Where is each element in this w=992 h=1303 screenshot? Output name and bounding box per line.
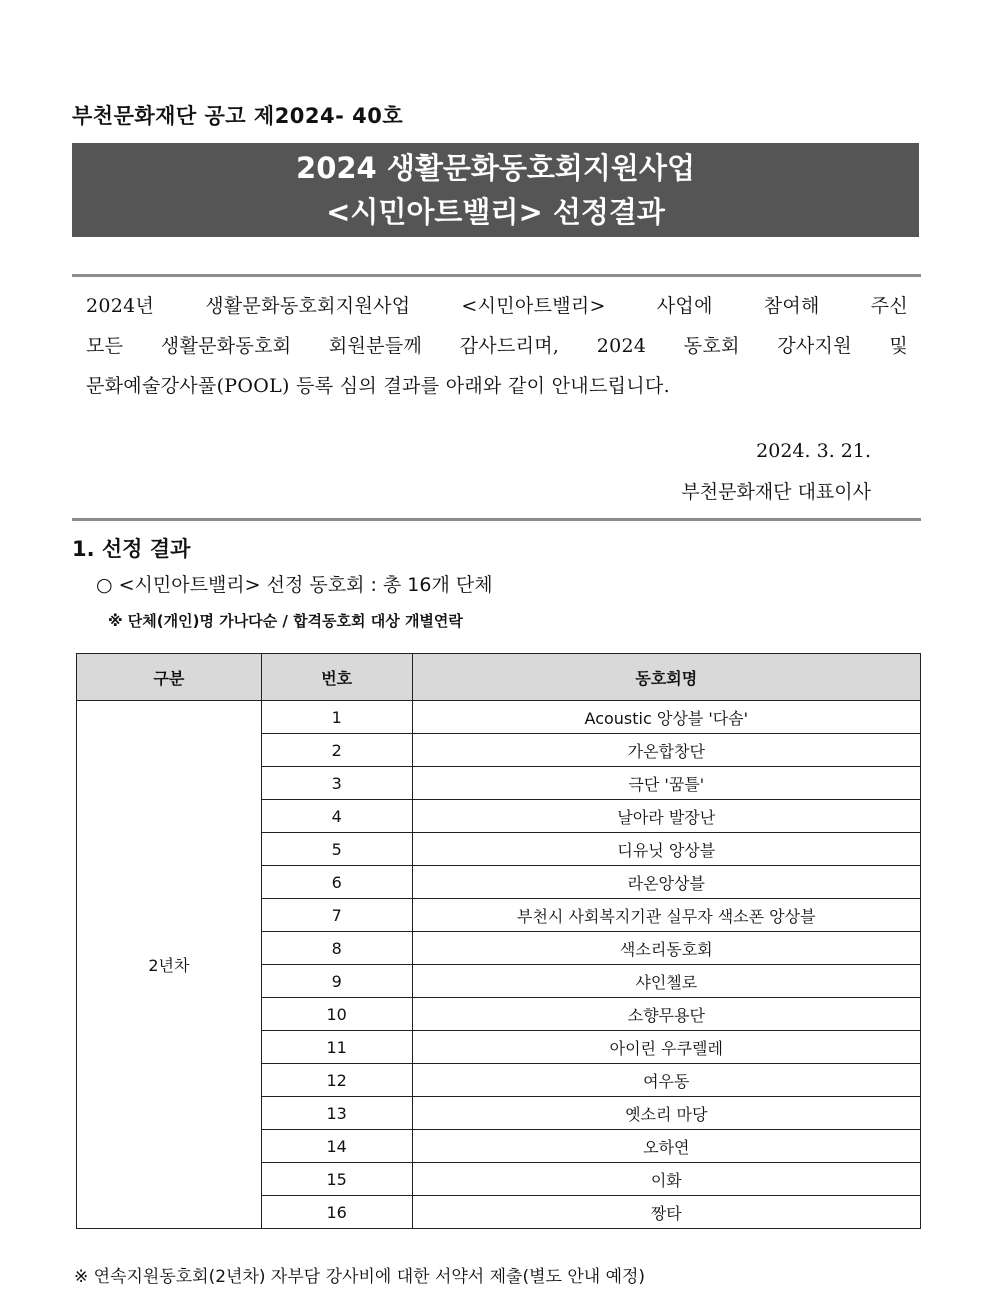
- footer-note: ※ 연속지원동호회(2년차) 자부담 강사비에 대한 서약서 제출(별도 안내 예정): [74, 1267, 646, 1287]
- section-title: 1. 선정 결과: [72, 537, 191, 561]
- row-number: 4: [261, 800, 412, 833]
- selection-note: ※ 단체(개인)명 가나다순 / 합격동호회 대상 개별연락: [108, 612, 463, 630]
- club-name: 극단 '꿈틀': [412, 767, 920, 800]
- club-name: 가온합창단: [412, 734, 920, 767]
- header-category: 구분: [77, 654, 262, 701]
- row-number: 9: [261, 965, 412, 998]
- row-number: 1: [261, 701, 412, 734]
- row-number: 16: [261, 1196, 412, 1229]
- row-number: 6: [261, 866, 412, 899]
- title-line-2: <시민아트밸리> 선정결과: [326, 195, 665, 229]
- row-number: 14: [261, 1130, 412, 1163]
- row-number: 8: [261, 932, 412, 965]
- divider-bottom: [72, 518, 921, 521]
- title-banner: [72, 143, 919, 237]
- club-name: 디유닛 앙상블: [412, 833, 920, 866]
- table-row: [77, 701, 921, 734]
- row-number: 3: [261, 767, 412, 800]
- club-name: 오하연: [412, 1130, 920, 1163]
- row-number: 5: [261, 833, 412, 866]
- row-number: 13: [261, 1097, 412, 1130]
- category-cell: 2년차: [77, 701, 262, 1229]
- title-line-1: 2024 생활문화동호회지원사업: [296, 151, 695, 185]
- intro-line-2: 모든 생활문화동호회 회원분들께 감사드리며, 2024 동호회 강사지원 및: [86, 335, 908, 357]
- row-number: 7: [261, 899, 412, 932]
- club-name: Acoustic 앙상블 '다솜': [412, 701, 920, 734]
- club-name: 아이린 우쿠렐레: [412, 1031, 920, 1064]
- results-table: [76, 653, 921, 1229]
- notice-number: 부천문화재단 공고 제2024- 40호: [72, 104, 404, 128]
- selection-summary: ○ <시민아트밸리> 선정 동호회 : 총 16개 단체: [96, 574, 493, 596]
- announcement-date: 2024. 3. 21.: [756, 440, 871, 462]
- header-club-name: 동호회명: [412, 654, 920, 701]
- header-number: 번호: [261, 654, 412, 701]
- intro-line-1: 2024년 생활문화동호회지원사업 <시민아트밸리> 사업에 참여해 주신: [86, 295, 908, 317]
- row-number: 12: [261, 1064, 412, 1097]
- club-name: 짱타: [412, 1196, 920, 1229]
- club-name: 샤인첼로: [412, 965, 920, 998]
- club-name: 라온앙상블: [412, 866, 920, 899]
- table-body: [77, 701, 921, 1229]
- row-number: 11: [261, 1031, 412, 1064]
- club-name: 부천시 사회복지기관 실무자 색소폰 앙상블: [412, 899, 920, 932]
- signatory-organization: 부천문화재단 대표이사: [681, 481, 871, 503]
- table-header-row: [77, 654, 921, 701]
- club-name: 이화: [412, 1163, 920, 1196]
- divider-top: [72, 274, 921, 277]
- club-name: 옛소리 마당: [412, 1097, 920, 1130]
- row-number: 15: [261, 1163, 412, 1196]
- club-name: 색소리동호회: [412, 932, 920, 965]
- row-number: 2: [261, 734, 412, 767]
- club-name: 소향무용단: [412, 998, 920, 1031]
- row-number: 10: [261, 998, 412, 1031]
- intro-paragraph: [86, 286, 908, 406]
- intro-line-3: 문화예술강사풀(POOL) 등록 심의 결과를 아래와 같이 안내드립니다.: [86, 375, 670, 397]
- club-name: 여우동: [412, 1064, 920, 1097]
- club-name: 날아라 발장난: [412, 800, 920, 833]
